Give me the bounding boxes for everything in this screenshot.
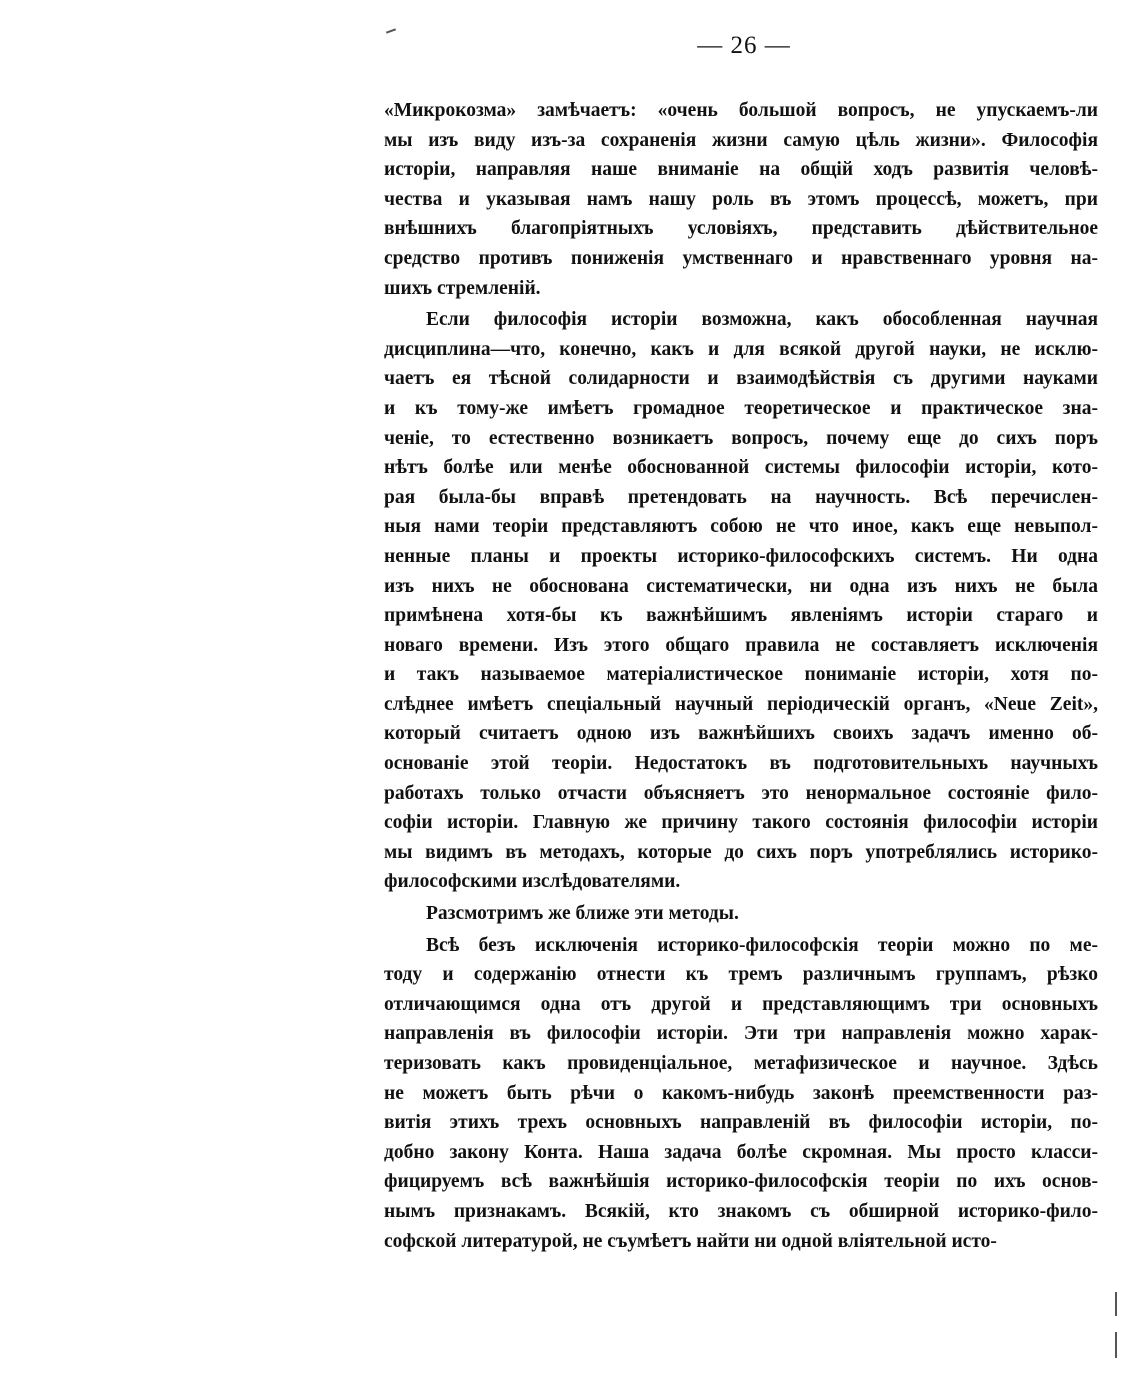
text-line: ченіе, то естественно возникаетъ вопросъ, почему еще до сихъ поръ — [384, 427, 1098, 449]
text-line: тоду и содержанію отнести къ тремъ различнымъ группамъ, рѣзко — [384, 964, 1098, 986]
text-line: нѣтъ болѣе или менѣе обоснованной системы философіи исторіи, кото- — [384, 457, 1098, 479]
text-line: мы изъ виду изъ-за сохраненія жизни самую цѣль жизни». Философія — [384, 129, 1098, 151]
text-line: нымъ признакамъ. Всякій, кто знакомъ съ обширной историко-фило- — [384, 1200, 1098, 1222]
text-line: внѣшнихъ благопріятныхъ условіяхъ, представить дѣйствительное — [384, 218, 1098, 240]
text-line: и такъ называемое матеріалистическое пониманіе исторіи, хотя по- — [384, 664, 1098, 686]
text-line: добно закону Конта. Наша задача болѣе скромная. Мы просто класси- — [384, 1141, 1098, 1163]
text-line: работахъ только отчасти объясняетъ это ненормальное состояніе фило- — [384, 782, 1098, 804]
text-line: витія этихъ трехъ основныхъ направленій въ философіи исторіи, по- — [384, 1112, 1098, 1134]
text-line: основаніе этой теоріи. Недостатокъ въ подготовительныхъ научныхъ — [384, 753, 1098, 775]
text-line: «Микрокозма» замѣчаетъ: «очень большой вопросъ, не упускаемъ-ли — [384, 100, 1098, 121]
text-line: мы видимъ въ методахъ, которые до сихъ поръ употреблялись историко- — [384, 841, 1098, 863]
paragraph — [384, 96, 1098, 303]
text-line: теризовать какъ провиденціальное, метафизическое и научное. Здѣсь — [384, 1053, 1098, 1074]
text-line: изъ нихъ не обоснована систематически, ни одна изъ нихъ не была — [384, 575, 1098, 597]
scan-speck — [386, 28, 396, 33]
text-line: шихъ стремленій. — [384, 277, 541, 299]
text-line: Если философія исторіи возможна, какъ обособленная научная — [426, 309, 1098, 331]
text-line: направленія въ философіи исторіи. Эти три направленія можно харак- — [384, 1023, 1098, 1045]
text-line: исторіи, направляя наше вниманіе на общій ходъ развитія человѣ- — [384, 159, 1098, 181]
text-line: Разсмотримъ же ближе эти методы. — [426, 903, 739, 925]
text-line: не можетъ быть рѣчи о какомъ-нибудь законѣ преемственности раз- — [384, 1082, 1098, 1104]
page-number: — 26 — — [697, 32, 791, 59]
text-line: отличающимся одна отъ другой и представляющимъ три основныхъ — [384, 993, 1098, 1015]
text-line: новаго времени. Изъ этого общаго правила не составляетъ исключенія — [384, 634, 1098, 656]
body-text — [384, 96, 1098, 1256]
paragraph — [384, 931, 1098, 1257]
text-line: ныя нами теоріи представляютъ собою не что иное, какъ еще невыпол- — [384, 516, 1098, 538]
paragraph — [384, 305, 1098, 897]
text-line: Всѣ безъ исключенія историко-философскія теоріи можно по ме- — [426, 934, 1098, 956]
text-line: дисциплина—что, конечно, какъ и для всякой другой науки, не исклю- — [384, 338, 1098, 360]
scan-speck — [1115, 1332, 1117, 1358]
text-line: и къ тому-же имѣетъ громадное теоретическое и практическое зна- — [384, 397, 1098, 419]
text-line: софской литературой, не съумѣетъ найти ни одной вліятельной исто- — [384, 1230, 997, 1252]
text-line: рая была-бы вправѣ претендовать на научность. Всѣ перечислен- — [384, 486, 1098, 508]
text-line: средство противъ пониженія умственнаго и нравственнаго уровня на- — [384, 247, 1098, 269]
text-line: софіи исторіи. Главную же причину такого состоянія философіи исторіи — [384, 812, 1098, 834]
text-line: фицируемъ всѣ важнѣйшія историко-философскія теоріи по ихъ основ- — [384, 1171, 1098, 1193]
scan-speck — [1115, 1292, 1117, 1316]
text-line: ненные планы и проекты историко-философскихъ системъ. Ни одна — [384, 545, 1098, 567]
text-line: который считаетъ одною изъ важнѣйшихъ своихъ задачъ именно об- — [384, 723, 1098, 745]
text-line: философскими изслѣдователями. — [384, 871, 681, 893]
text-line: чаетъ ея тѣсной солидарности и взаимодѣйствія съ другими науками — [384, 368, 1098, 390]
text-line: примѣнена хотя-бы къ важнѣйшимъ явленіямъ исторіи стараго и — [384, 605, 1098, 627]
text-line: чества и указывая намъ нашу роль въ этомъ процессѣ, можетъ, при — [384, 188, 1098, 210]
text-line: слѣднее имѣетъ спеціальный научный періодическій органъ, «Neue Zeit», — [384, 693, 1098, 715]
paragraph — [384, 899, 1098, 929]
